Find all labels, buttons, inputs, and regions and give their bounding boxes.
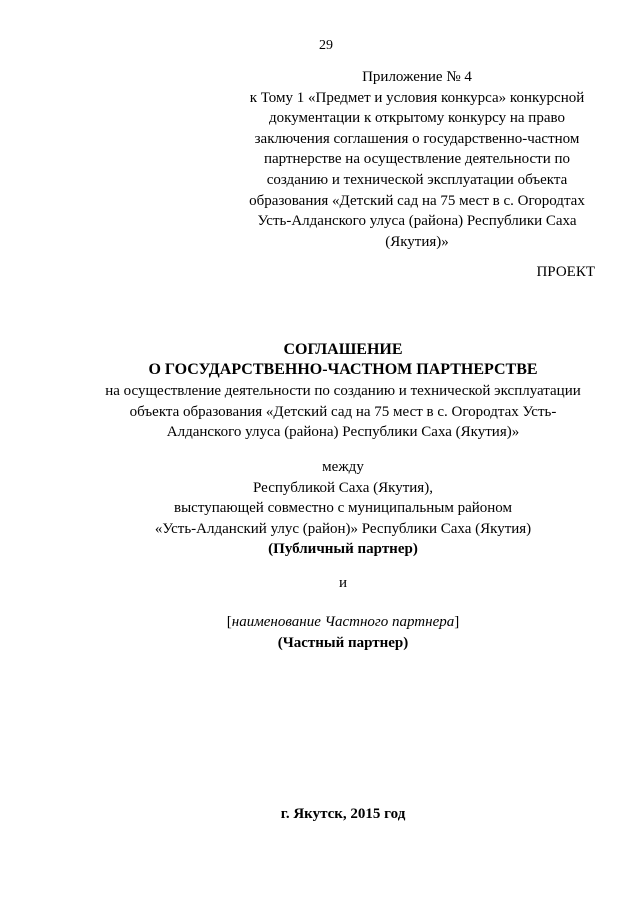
agreement-title: СОГЛАШЕНИЕ [283, 341, 403, 358]
footer-place-year [0, 804, 640, 824]
appendix-line: партнерстве на осуществление деятельности по [263, 151, 571, 168]
place-year: г. Якутск, 2015 год [280, 806, 406, 822]
appendix-line: заключения соглашения о государственно-частном [254, 130, 580, 147]
public-partner-block [0, 457, 640, 560]
private-partner-name [46, 612, 640, 633]
subject-line: Алданского улуса (района) Республики Саха (Якутия)» [166, 424, 520, 440]
appendix-line: образования «Детский сад на 75 мест в с. Огородтах [249, 192, 585, 209]
bracket-close: ] [454, 614, 460, 630]
public-partner-line: выступающей совместно с муниципальным районом [174, 500, 512, 516]
appendix-line: Усть-Алданского улуса (района) Республики Саха [257, 213, 577, 230]
appendix-line: документации к открытому конкурсу на право [269, 110, 565, 127]
appendix-header [226, 67, 608, 252]
appendix-line: созданию и технической эксплуатации объекта [266, 171, 568, 188]
between-word: между [322, 459, 364, 475]
agreement-subject [0, 381, 640, 443]
appendix-line: (Якутия)» [385, 233, 449, 250]
bracket-open: [ [226, 614, 232, 630]
private-partner-placeholder: наименование Частного партнера [231, 614, 455, 630]
public-partner-role: (Публичный партнер) [268, 541, 418, 557]
appendix-line: к Тому 1 «Предмет и условия конкурса» конкурсной [249, 89, 585, 106]
private-partner-role: (Частный партнер) [277, 634, 409, 651]
subject-line: на осуществление деятельности по созданию и технической эксплуатации [105, 383, 581, 399]
and-conjunction [0, 573, 640, 593]
appendix-line: Приложение № 4 [362, 69, 472, 85]
page-number: 29 [319, 38, 333, 53]
private-partner-block [0, 612, 640, 653]
subject-line: объекта образования «Детский сад на 75 мест в с. Огородтах Усть- [129, 403, 557, 420]
and-word: и [338, 575, 348, 591]
public-partner-line: Республикой Саха (Якутия), [253, 479, 433, 496]
public-partner-line: «Усть-Алданский улус (район)» Республики Саха (Якутия) [154, 520, 532, 537]
agreement-subtitle: О ГОСУДАРСТВЕННО-ЧАСТНОМ ПАРТНЕРСТВЕ [148, 361, 538, 378]
project-label: ПРОЕКТ [536, 264, 595, 280]
agreement-title-block [0, 340, 640, 443]
